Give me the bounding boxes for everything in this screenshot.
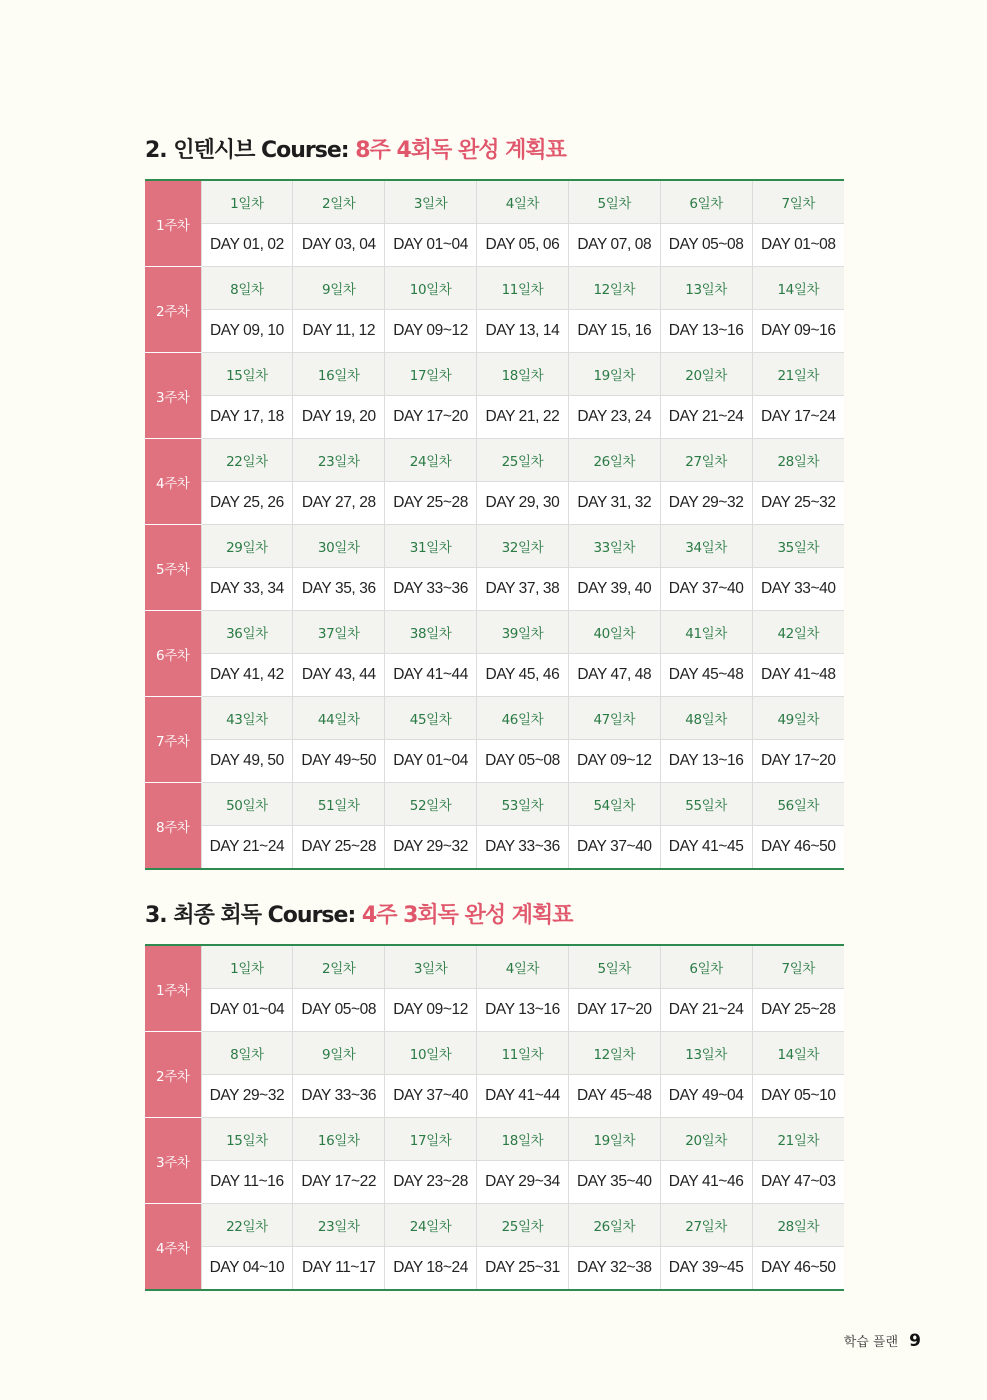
range-cell: DAY 33~36 bbox=[385, 568, 477, 611]
day-cell: 26일차 bbox=[568, 1204, 660, 1247]
range-cell: DAY 13~16 bbox=[660, 740, 752, 783]
day-cell: 2일차 bbox=[293, 945, 385, 989]
range-cell: DAY 47, 48 bbox=[568, 654, 660, 697]
range-cell: DAY 45~48 bbox=[568, 1075, 660, 1118]
range-cell: DAY 05~08 bbox=[660, 224, 752, 267]
range-cell: DAY 25~28 bbox=[293, 826, 385, 870]
day-cell: 11일차 bbox=[477, 1032, 569, 1075]
range-cell: DAY 11~17 bbox=[293, 1247, 385, 1291]
week-label: 3주차 bbox=[145, 1118, 201, 1204]
final-review-plan-table bbox=[145, 944, 844, 1291]
day-cell: 8일차 bbox=[201, 267, 293, 310]
day-cell: 13일차 bbox=[660, 1032, 752, 1075]
range-cell: DAY 01~08 bbox=[752, 224, 844, 267]
range-row bbox=[145, 1161, 844, 1204]
day-cell: 15일차 bbox=[201, 1118, 293, 1161]
week-label: 7주차 bbox=[145, 697, 201, 783]
range-cell: DAY 09~12 bbox=[568, 740, 660, 783]
range-cell: DAY 21~24 bbox=[660, 396, 752, 439]
section2-title-accent: 8주 4회독 완성 계획표 bbox=[355, 138, 566, 163]
range-cell: DAY 41~44 bbox=[477, 1075, 569, 1118]
range-cell: DAY 43, 44 bbox=[293, 654, 385, 697]
range-row bbox=[145, 568, 844, 611]
range-cell: DAY 21, 22 bbox=[477, 396, 569, 439]
day-cell: 25일차 bbox=[477, 1204, 569, 1247]
day-cell: 54일차 bbox=[568, 783, 660, 826]
week-label: 1주차 bbox=[145, 180, 201, 267]
day-cell: 29일차 bbox=[201, 525, 293, 568]
range-cell: DAY 47~03 bbox=[752, 1161, 844, 1204]
day-cell: 14일차 bbox=[752, 267, 844, 310]
range-row bbox=[145, 482, 844, 525]
day-cell: 4일차 bbox=[477, 945, 569, 989]
day-cell: 30일차 bbox=[293, 525, 385, 568]
day-cell: 27일차 bbox=[660, 1204, 752, 1247]
day-cell: 28일차 bbox=[752, 1204, 844, 1247]
range-cell: DAY 27, 28 bbox=[293, 482, 385, 525]
range-cell: DAY 49~04 bbox=[660, 1075, 752, 1118]
day-cell: 19일차 bbox=[568, 1118, 660, 1161]
range-cell: DAY 13, 14 bbox=[477, 310, 569, 353]
day-cell: 44일차 bbox=[293, 697, 385, 740]
day-cell: 36일차 bbox=[201, 611, 293, 654]
range-cell: DAY 35, 36 bbox=[293, 568, 385, 611]
range-cell: DAY 23~28 bbox=[385, 1161, 477, 1204]
day-row bbox=[145, 783, 844, 826]
range-cell: DAY 37~40 bbox=[568, 826, 660, 870]
day-row bbox=[145, 439, 844, 482]
range-row bbox=[145, 1247, 844, 1291]
day-cell: 5일차 bbox=[568, 945, 660, 989]
range-cell: DAY 41~44 bbox=[385, 654, 477, 697]
day-cell: 42일차 bbox=[752, 611, 844, 654]
range-cell: DAY 49, 50 bbox=[201, 740, 293, 783]
day-cell: 13일차 bbox=[660, 267, 752, 310]
range-cell: DAY 29~32 bbox=[660, 482, 752, 525]
range-cell: DAY 09~12 bbox=[385, 310, 477, 353]
day-cell: 20일차 bbox=[660, 353, 752, 396]
day-cell: 22일차 bbox=[201, 439, 293, 482]
day-cell: 25일차 bbox=[477, 439, 569, 482]
range-cell: DAY 32~38 bbox=[568, 1247, 660, 1291]
range-cell: DAY 19, 20 bbox=[293, 396, 385, 439]
day-row bbox=[145, 1118, 844, 1161]
day-cell: 16일차 bbox=[293, 1118, 385, 1161]
day-row bbox=[145, 1204, 844, 1247]
day-cell: 12일차 bbox=[568, 1032, 660, 1075]
week-label: 4주차 bbox=[145, 439, 201, 525]
range-row bbox=[145, 989, 844, 1032]
day-cell: 1일차 bbox=[201, 945, 293, 989]
range-cell: DAY 17~24 bbox=[752, 396, 844, 439]
day-cell: 3일차 bbox=[385, 945, 477, 989]
range-row bbox=[145, 224, 844, 267]
range-cell: DAY 21~24 bbox=[201, 826, 293, 870]
day-cell: 27일차 bbox=[660, 439, 752, 482]
week-label: 8주차 bbox=[145, 783, 201, 870]
range-cell: DAY 46~50 bbox=[752, 826, 844, 870]
day-cell: 3일차 bbox=[385, 180, 477, 224]
range-cell: DAY 29~34 bbox=[477, 1161, 569, 1204]
range-row bbox=[145, 740, 844, 783]
day-row bbox=[145, 180, 844, 224]
range-cell: DAY 25, 26 bbox=[201, 482, 293, 525]
day-cell: 35일차 bbox=[752, 525, 844, 568]
section3-title bbox=[145, 898, 573, 929]
day-cell: 41일차 bbox=[660, 611, 752, 654]
range-cell: DAY 33, 34 bbox=[201, 568, 293, 611]
day-row bbox=[145, 945, 844, 989]
day-cell: 1일차 bbox=[201, 180, 293, 224]
day-cell: 6일차 bbox=[660, 180, 752, 224]
day-cell: 7일차 bbox=[752, 945, 844, 989]
range-cell: DAY 09~12 bbox=[385, 989, 477, 1032]
section3-title-accent: 4주 3회독 완성 계획표 bbox=[361, 903, 573, 928]
range-cell: DAY 29~32 bbox=[385, 826, 477, 870]
range-cell: DAY 45, 46 bbox=[477, 654, 569, 697]
range-cell: DAY 33~40 bbox=[752, 568, 844, 611]
range-cell: DAY 29~32 bbox=[201, 1075, 293, 1118]
range-cell: DAY 41, 42 bbox=[201, 654, 293, 697]
day-cell: 21일차 bbox=[752, 353, 844, 396]
day-cell: 34일차 bbox=[660, 525, 752, 568]
day-cell: 18일차 bbox=[477, 1118, 569, 1161]
day-cell: 9일차 bbox=[293, 1032, 385, 1075]
day-cell: 9일차 bbox=[293, 267, 385, 310]
day-cell: 10일차 bbox=[385, 267, 477, 310]
range-row bbox=[145, 826, 844, 870]
range-cell: DAY 33~36 bbox=[477, 826, 569, 870]
range-cell: DAY 01~04 bbox=[201, 989, 293, 1032]
day-cell: 23일차 bbox=[293, 439, 385, 482]
range-cell: DAY 37, 38 bbox=[477, 568, 569, 611]
range-cell: DAY 07, 08 bbox=[568, 224, 660, 267]
range-cell: DAY 25~31 bbox=[477, 1247, 569, 1291]
day-cell: 5일차 bbox=[568, 180, 660, 224]
week-label: 3주차 bbox=[145, 353, 201, 439]
day-cell: 24일차 bbox=[385, 1204, 477, 1247]
range-cell: DAY 25~28 bbox=[385, 482, 477, 525]
range-row bbox=[145, 1075, 844, 1118]
day-row bbox=[145, 697, 844, 740]
range-cell: DAY 15, 16 bbox=[568, 310, 660, 353]
range-cell: DAY 39~45 bbox=[660, 1247, 752, 1291]
day-cell: 24일차 bbox=[385, 439, 477, 482]
day-cell: 31일차 bbox=[385, 525, 477, 568]
range-cell: DAY 01~04 bbox=[385, 224, 477, 267]
day-cell: 22일차 bbox=[201, 1204, 293, 1247]
range-cell: DAY 01, 02 bbox=[201, 224, 293, 267]
range-cell: DAY 46~50 bbox=[752, 1247, 844, 1291]
day-row bbox=[145, 525, 844, 568]
week-label: 1주차 bbox=[145, 945, 201, 1032]
day-row bbox=[145, 1032, 844, 1075]
day-cell: 10일차 bbox=[385, 1032, 477, 1075]
day-cell: 17일차 bbox=[385, 1118, 477, 1161]
day-cell: 15일차 bbox=[201, 353, 293, 396]
day-cell: 16일차 bbox=[293, 353, 385, 396]
range-cell: DAY 25~28 bbox=[752, 989, 844, 1032]
range-cell: DAY 21~24 bbox=[660, 989, 752, 1032]
range-cell: DAY 31, 32 bbox=[568, 482, 660, 525]
range-cell: DAY 23, 24 bbox=[568, 396, 660, 439]
day-cell: 20일차 bbox=[660, 1118, 752, 1161]
week-label: 6주차 bbox=[145, 611, 201, 697]
range-cell: DAY 18~24 bbox=[385, 1247, 477, 1291]
day-cell: 53일차 bbox=[477, 783, 569, 826]
range-cell: DAY 11, 12 bbox=[293, 310, 385, 353]
day-row bbox=[145, 611, 844, 654]
section2-title-prefix: 2. 인텐시브 Course: bbox=[145, 138, 356, 163]
range-cell: DAY 35~40 bbox=[568, 1161, 660, 1204]
day-cell: 46일차 bbox=[477, 697, 569, 740]
range-cell: DAY 09~16 bbox=[752, 310, 844, 353]
range-cell: DAY 41~45 bbox=[660, 826, 752, 870]
day-cell: 56일차 bbox=[752, 783, 844, 826]
day-cell: 6일차 bbox=[660, 945, 752, 989]
day-cell: 26일차 bbox=[568, 439, 660, 482]
range-cell: DAY 09, 10 bbox=[201, 310, 293, 353]
day-cell: 47일차 bbox=[568, 697, 660, 740]
day-cell: 21일차 bbox=[752, 1118, 844, 1161]
range-cell: DAY 17, 18 bbox=[201, 396, 293, 439]
section3-title-prefix: 3. 최종 회독 Course: bbox=[145, 903, 362, 928]
range-cell: DAY 39, 40 bbox=[568, 568, 660, 611]
day-cell: 8일차 bbox=[201, 1032, 293, 1075]
range-row bbox=[145, 396, 844, 439]
section2-title bbox=[145, 133, 566, 164]
week-label: 4주차 bbox=[145, 1204, 201, 1291]
day-cell: 4일차 bbox=[477, 180, 569, 224]
day-cell: 50일차 bbox=[201, 783, 293, 826]
range-cell: DAY 45~48 bbox=[660, 654, 752, 697]
range-cell: DAY 17~20 bbox=[752, 740, 844, 783]
range-cell: DAY 37~40 bbox=[385, 1075, 477, 1118]
day-cell: 14일차 bbox=[752, 1032, 844, 1075]
day-cell: 51일차 bbox=[293, 783, 385, 826]
range-cell: DAY 17~20 bbox=[385, 396, 477, 439]
day-cell: 55일차 bbox=[660, 783, 752, 826]
range-row bbox=[145, 310, 844, 353]
range-cell: DAY 13~16 bbox=[477, 989, 569, 1032]
range-cell: DAY 05~08 bbox=[477, 740, 569, 783]
range-cell: DAY 33~36 bbox=[293, 1075, 385, 1118]
page-number: 9 bbox=[909, 1331, 921, 1351]
day-cell: 11일차 bbox=[477, 267, 569, 310]
day-cell: 37일차 bbox=[293, 611, 385, 654]
day-cell: 23일차 bbox=[293, 1204, 385, 1247]
day-cell: 52일차 bbox=[385, 783, 477, 826]
range-cell: DAY 49~50 bbox=[293, 740, 385, 783]
day-cell: 7일차 bbox=[752, 180, 844, 224]
range-cell: DAY 41~46 bbox=[660, 1161, 752, 1204]
range-cell: DAY 13~16 bbox=[660, 310, 752, 353]
day-row bbox=[145, 267, 844, 310]
page-footer bbox=[844, 1331, 921, 1351]
range-cell: DAY 05, 06 bbox=[477, 224, 569, 267]
range-row bbox=[145, 654, 844, 697]
range-cell: DAY 11~16 bbox=[201, 1161, 293, 1204]
range-cell: DAY 04~10 bbox=[201, 1247, 293, 1291]
range-cell: DAY 25~32 bbox=[752, 482, 844, 525]
day-cell: 43일차 bbox=[201, 697, 293, 740]
day-cell: 49일차 bbox=[752, 697, 844, 740]
day-cell: 28일차 bbox=[752, 439, 844, 482]
day-cell: 39일차 bbox=[477, 611, 569, 654]
day-cell: 40일차 bbox=[568, 611, 660, 654]
day-cell: 18일차 bbox=[477, 353, 569, 396]
range-cell: DAY 01~04 bbox=[385, 740, 477, 783]
range-cell: DAY 37~40 bbox=[660, 568, 752, 611]
day-cell: 19일차 bbox=[568, 353, 660, 396]
range-cell: DAY 05~10 bbox=[752, 1075, 844, 1118]
day-cell: 17일차 bbox=[385, 353, 477, 396]
day-cell: 45일차 bbox=[385, 697, 477, 740]
week-label: 2주차 bbox=[145, 1032, 201, 1118]
week-label: 5주차 bbox=[145, 525, 201, 611]
intensive-plan-table bbox=[145, 179, 844, 870]
range-cell: DAY 41~48 bbox=[752, 654, 844, 697]
day-cell: 33일차 bbox=[568, 525, 660, 568]
day-cell: 2일차 bbox=[293, 180, 385, 224]
day-row bbox=[145, 353, 844, 396]
day-cell: 32일차 bbox=[477, 525, 569, 568]
range-cell: DAY 03, 04 bbox=[293, 224, 385, 267]
range-cell: DAY 29, 30 bbox=[477, 482, 569, 525]
week-label: 2주차 bbox=[145, 267, 201, 353]
range-cell: DAY 17~22 bbox=[293, 1161, 385, 1204]
day-cell: 48일차 bbox=[660, 697, 752, 740]
day-cell: 12일차 bbox=[568, 267, 660, 310]
range-cell: DAY 17~20 bbox=[568, 989, 660, 1032]
range-cell: DAY 05~08 bbox=[293, 989, 385, 1032]
footer-label: 학습 플랜 bbox=[843, 1335, 899, 1350]
day-cell: 38일차 bbox=[385, 611, 477, 654]
